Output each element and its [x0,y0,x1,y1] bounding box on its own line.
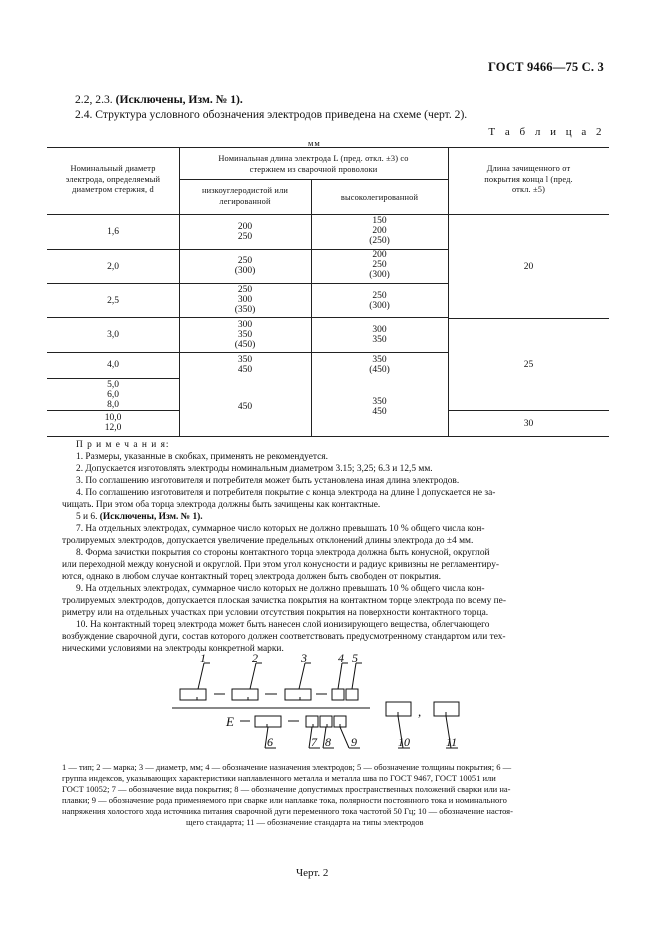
notes-title: П р и м е ч а н и я: [76,440,170,450]
paragraph-10a: 10. На контактный торец электрода может быть нанесен слой ионизирующего вещества, облегчающего [76,620,490,630]
paragraph-8b: или переходной между конусной и округлой. При этом угол конусности и радиус кривизны не регламентиру- [62,560,500,570]
diagram-label-2: 2 [252,651,258,665]
cell-diameter: 4,0 [107,360,119,370]
paragraph-9c: риметру или на отдельных участках при условии отсутствия покрытия на поверхности контактного торца. [62,608,489,618]
legend-line-6: щего стандарта; 11 — обозначение стандарта на типы электродов [186,817,424,827]
diagram-comma: , [418,704,422,719]
paragraph-9a: 9. На отдельных электродах, суммарное число которых не должно превышать 10 % общего числа кон- [76,584,485,594]
paragraph-10c: ническими условиями на электроды конкретной марки. [62,644,284,654]
legend-line-2: группа индексов, указывающих характеристики наплавленного металла и металла шва по ГОСТ 9467, ГОСТ 10051 или [62,773,496,783]
cell-diameter: 10,0 12,0 [104,413,122,433]
header-length: Номинальная длина электрода L (пред. откл. ±3) со стержнем из сварочной проволоки [218,154,409,174]
diagram-label-11: 11 [446,735,458,749]
cell-strip: 20 [523,262,534,272]
cell-diameter: 1,6 [107,227,119,237]
legend-line-4: плавки; 9 — обозначение рода применяемого при сварке или наплавке тока, полярности постоянного тока и номинального [62,795,507,805]
cell-low: 250 300 (350) [234,285,256,315]
header-low-carbon: низкоуглеродистой или легированной [201,186,289,206]
diagram-label-5: 5 [352,651,358,665]
cell-strip: 25 [523,360,534,370]
paragraph-number: 2.2, 2.3. [75,93,113,106]
cell-diameter: 2,5 [107,296,119,306]
diagram-label-1: 1 [200,651,206,665]
cell-low: 300 350 (450) [234,320,256,350]
diagram-label-7: 7 [311,735,317,749]
note-1: 1. Размеры, указанные в скобках, применять не рекомендуется. [76,452,328,462]
table-caption: Т а б л и ц а 2 [488,126,605,138]
note-2: 2. Допускается изготовлять электроды номинальным диаметром 3.15; 3,25; 6.3 и 12,5 мм. [76,464,433,474]
page-header: ГОСТ 9466—75 С. 3 [487,60,604,74]
legend-line-5: напряжения холостого хода источника питания сварочной дуги переменного тока частотой 50 Гц; 10 — обозначение настоя- [62,806,513,816]
paragraph-bold: (Исключены, Изм. № 1). [115,93,243,106]
header-strip-length: Длина зачищенного от покрытия конца l (пред. откл. ±5) [484,164,573,194]
cell-high-merged: 350 450 [372,397,387,417]
paragraph-9b: тролируемых электродов, допускается плоская зачистка покрытия на контактном торце электрода по всему пе- [62,596,506,606]
diagram-label-9: 9 [351,735,357,749]
cell-diameter: 2,0 [107,262,119,272]
note-4b: чищать. При этом оба торца электрода должны быть зачищены как контактные. [62,500,381,510]
cell-low: 350 450 [237,355,253,375]
cell-high: 350 (450) [369,355,390,375]
note-3: 3. По соглашению изготовителя и потребителя может быть установлена иная длина электродов. [76,476,460,486]
cell-high: 250 (300) [369,291,390,311]
paragraph-8c: ются, однако в любом случае контактный торец электрода должен быть свободен от покрытия. [62,572,441,582]
diagram-label-6: 6 [267,735,273,749]
paragraph-7a: 7. На отдельных электродах, суммарное число которых не должно превышать 10 % общего числа кон- [76,524,485,534]
paragraph-2-4: 2.4. Структура условного обозначения электродов приведена на схеме (черт. 2). [75,108,468,121]
paragraph-7b: тролируемых электродов, допускается увеличение предельных отклонений длины электрода до ±4 мм. [62,536,474,546]
cell-high: 150 200 (250) [369,216,390,246]
cell-diameter: 5,0 6,0 8,0 [107,380,119,410]
cell-low: 200 250 [237,222,253,242]
diagram-e-letter: Е [226,714,234,729]
table-unit: мм [308,138,321,148]
cell-low: 250 (300) [234,256,256,276]
paragraph-10b: возбуждение сварочной дуги, состав которого должен соответствовать предусмотренному стандартом или тех- [62,632,506,642]
header-diameter: Номинальный диаметр электрода, определяемый диаметром стержня, d [65,164,161,194]
paragraph-5-6: 5 и 6. (Исключены, Изм. № 1). [76,512,203,522]
cell-diameter: 3,0 [107,330,119,340]
header-high-alloy: высоколегированной [340,193,419,202]
note-4a: 4. По соглашению изготовителя и потребителя покрытие с конца электрода на длине l допускается не за- [76,488,496,498]
cell-strip: 30 [523,419,534,429]
cell-low-merged: 450 [237,402,253,412]
diagram-label-4: 4 [338,651,344,665]
legend-line-1: 1 — тип; 2 — марка; 3 — диаметр, мм; 4 — обозначение назначения электродов; 5 — обозначение толщины покрытия; 6 — [62,762,512,772]
paragraph-8a: 8. Форма зачистки покрытия со стороны контактного торца электрода должна быть конусной, округлой [76,548,490,558]
legend-line-3: ГОСТ 10052; 7 — обозначение вида покрытия; 8 — обозначение допустимых пространственных положений сварки или на- [62,784,511,794]
cell-high: 200 250 (300) [369,250,390,280]
cell-high: 300 350 [372,325,387,345]
diagram-label-3: 3 [301,651,307,665]
figure-caption: Черт. 2 [296,867,329,879]
diagram-label-10: 10 [398,735,410,749]
diagram-label-8: 8 [325,735,331,749]
